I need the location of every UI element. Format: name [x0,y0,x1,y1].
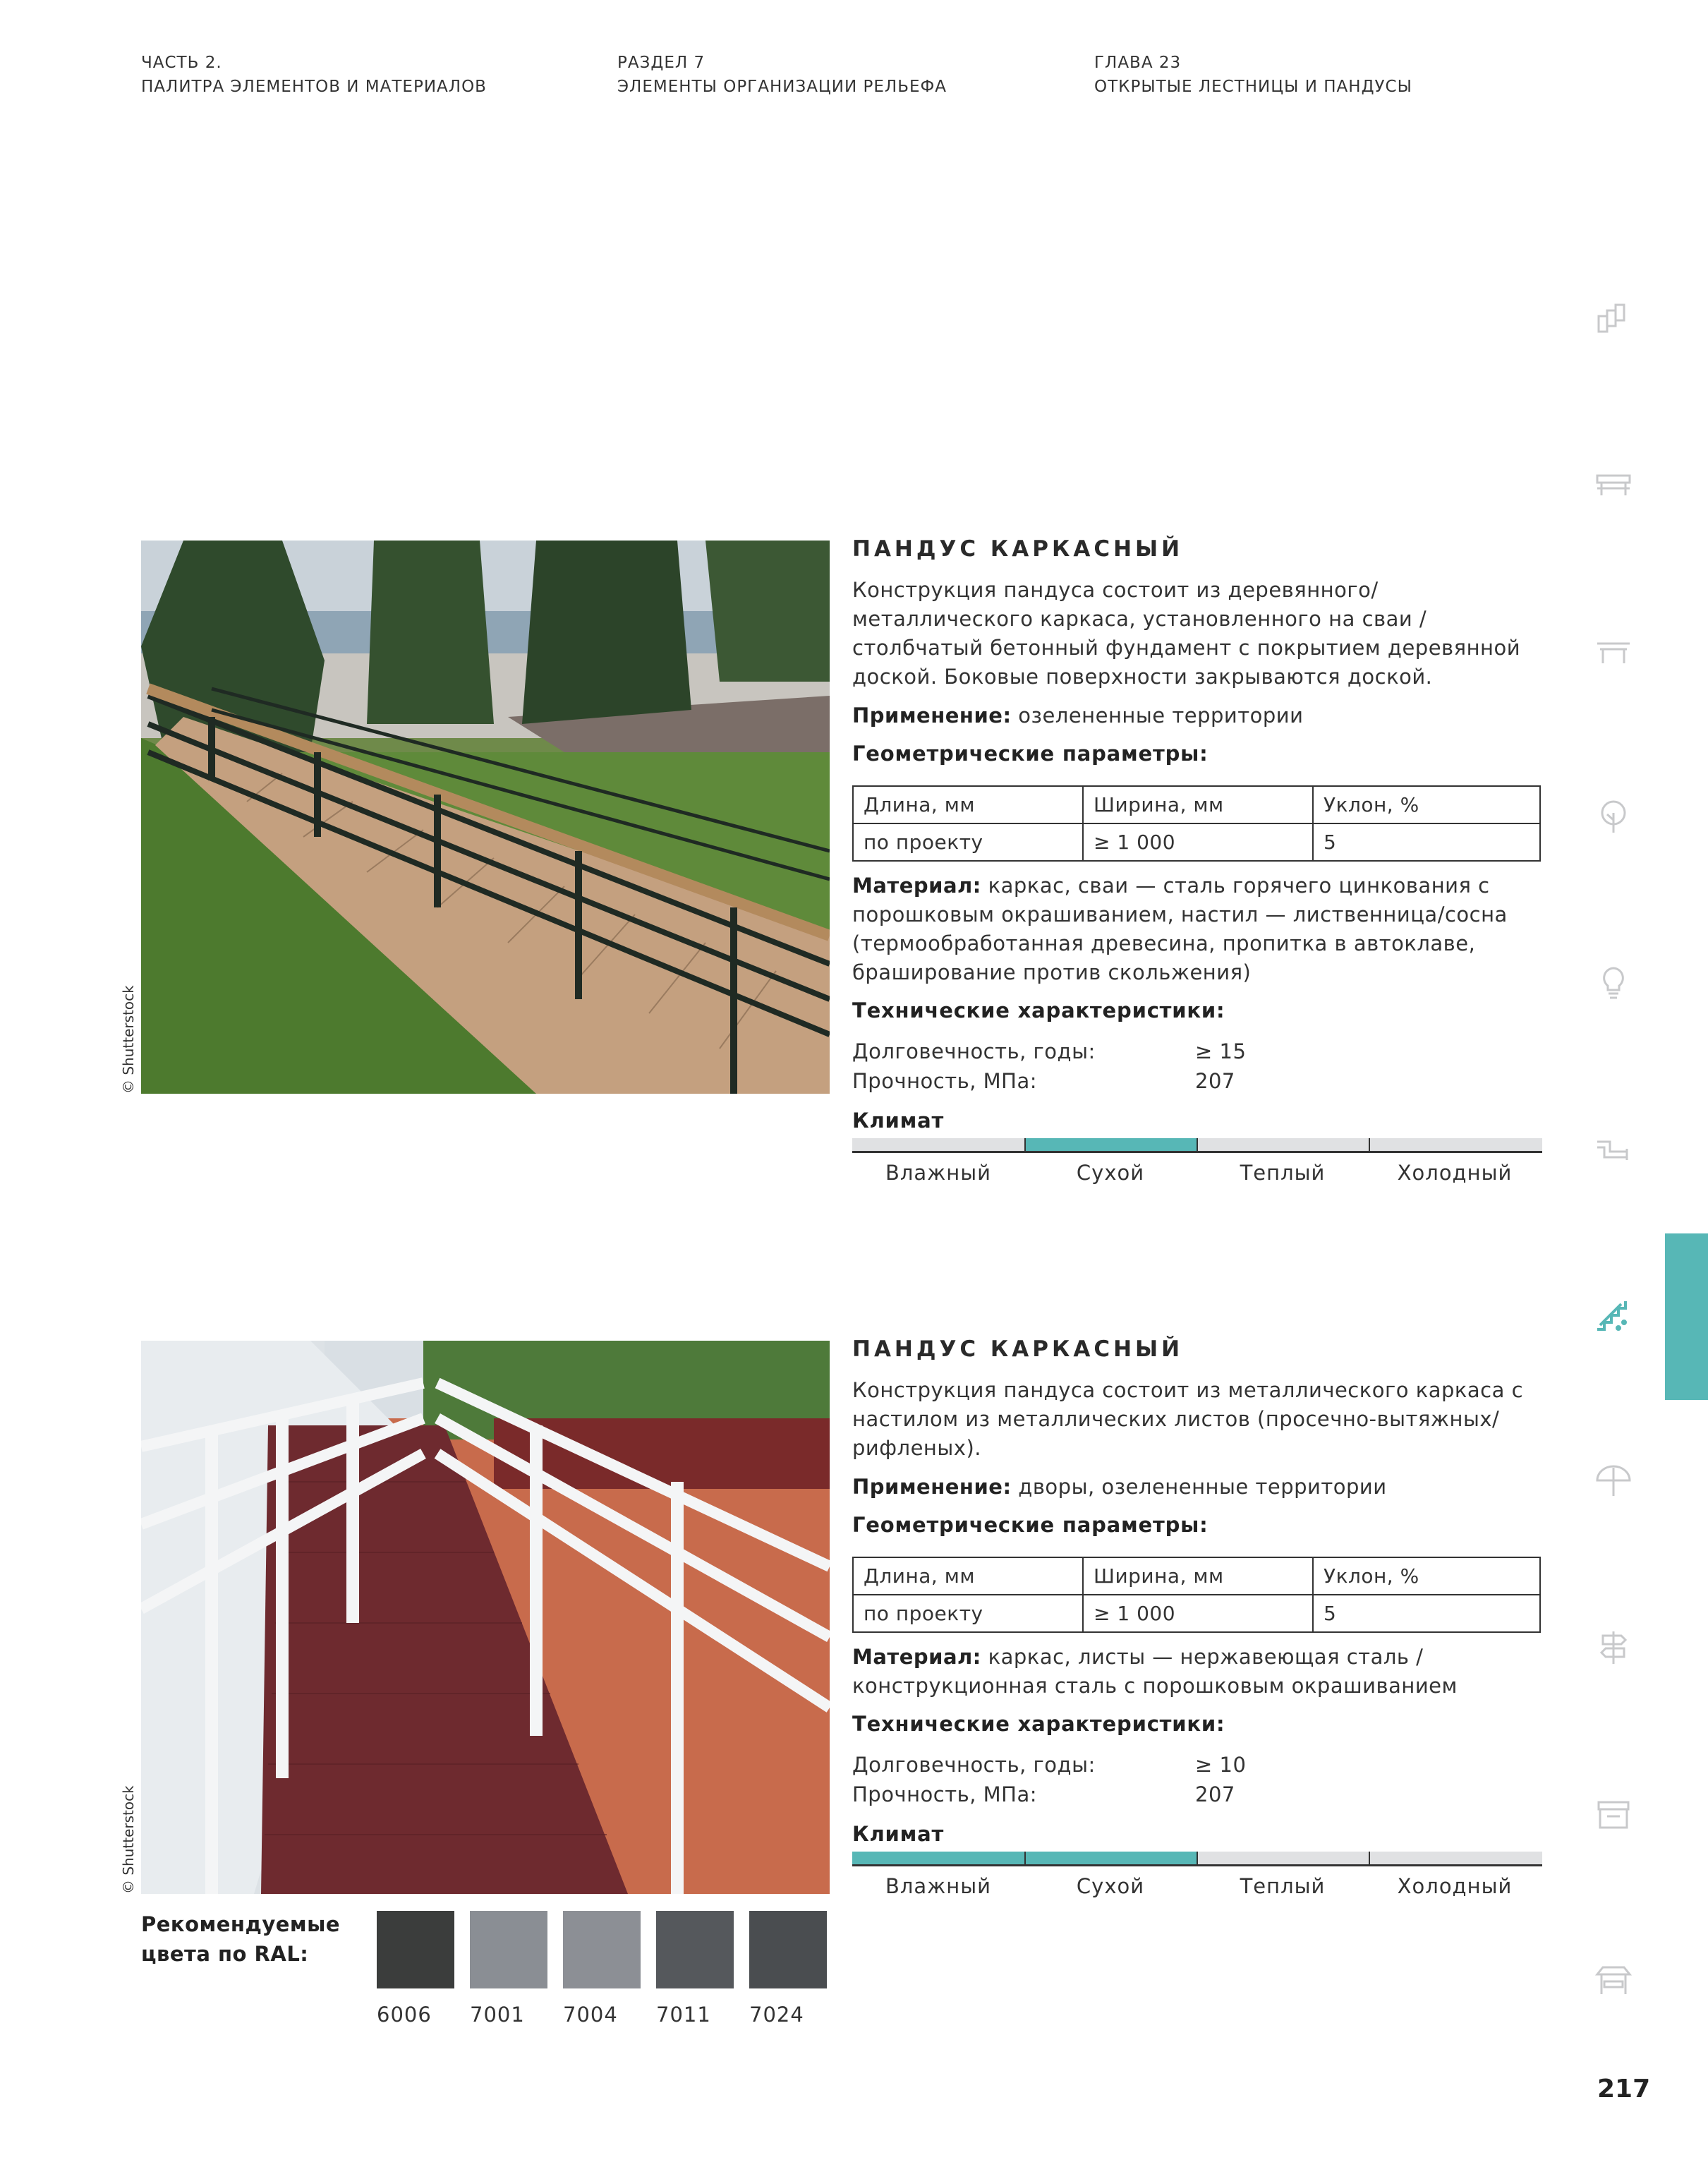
material-label: Материал: [852,1645,981,1669]
table-header-cell: Длина, мм [853,1557,1083,1595]
table-row [853,823,1540,861]
durability-value: ≥ 15 [1195,1039,1247,1063]
section-title: ПАНДУС КАРКАСНЫЙ [852,536,1184,562]
tech-label: Технические характеристики: [852,998,1225,1022]
material-value: каркас, листы — нержавеющая сталь / конструкционная сталь с порошковым окрашиванием [852,1645,1458,1698]
buildings-icon[interactable] [1594,301,1633,339]
geometry-table [852,1557,1541,1633]
section-description: Конструкция пандуса состоит из металлического каркаса с настилом из металлических листов (просечно-вытяжных/рифленых). [852,1378,1524,1460]
ral-code: 7024 [749,2003,804,2027]
climate-label: Климат [852,1109,945,1133]
ral-code: 7001 [470,2003,525,2027]
table-cell: по проекту [853,1595,1083,1632]
section-description: Конструкция пандуса состоит из деревянного/металлического каркаса, установленного на сваи / столбчатый бетонный фундамент с покрытием деревянной доской. Боковые поверхности закрываются доской. [852,578,1521,689]
page-number: 217 [1597,2075,1651,2103]
table-cell: 5 [1313,823,1540,861]
ral-label-line2: цвета по RAL: [141,1942,309,1966]
strength-label: Прочность, МПа: [852,1069,1038,1093]
shelter-icon[interactable] [1594,1962,1633,2000]
table-header-cell: Ширина, мм [1083,786,1313,823]
table-header-row [853,1557,1540,1595]
kiosk-icon[interactable] [1594,1795,1633,1833]
tech-specs [852,1037,1541,1096]
tree-icon[interactable] [1594,797,1633,835]
climate-label-dry: Сухой [1076,1874,1145,1898]
durability-label: Долговечность, годы: [852,1039,1096,1063]
strength-value: 207 [1195,1069,1235,1093]
signpost-icon[interactable] [1594,1629,1633,1667]
climate-label-cold: Холодный [1397,1161,1513,1185]
table-cell: 5 [1313,1595,1540,1632]
tech-specs [852,1750,1541,1809]
durability-value: ≥ 10 [1195,1753,1247,1777]
strength-value: 207 [1195,1782,1235,1806]
bench-icon[interactable] [1594,466,1633,504]
climate-label-cold: Холодный [1397,1874,1513,1898]
climate-segment-humid [852,1138,1024,1153]
tech-label: Технические характеристики: [852,1712,1225,1736]
application-line [852,1473,1541,1502]
table-cell: по проекту [853,823,1083,861]
header-section-title: ЭЛЕМЕНТЫ ОРГАНИЗАЦИИ РЕЛЬЕФА [617,78,947,96]
strength-label: Прочность, МПа: [852,1782,1038,1806]
section-title: ПАНДУС КАРКАСНЫЙ [852,1336,1184,1362]
geometry-label: Геометрические параметры: [852,1513,1209,1537]
durability-label: Долговечность, годы: [852,1753,1096,1777]
ral-swatch [656,1911,734,1988]
table-header-cell: Уклон, % [1313,1557,1540,1595]
ral-label [141,1909,340,1969]
pipes-icon[interactable] [1594,1132,1633,1170]
climate-labels [852,1874,1541,1902]
ral-swatch [377,1911,454,1988]
climate-label-warm: Теплый [1240,1874,1326,1898]
photo-metal-ramp [141,1341,830,1894]
application-value: дворы, озелененные территории [1011,1475,1387,1499]
ral-code: 6006 [377,2003,432,2027]
application-line [852,701,1541,730]
section-ramp-wooden [852,536,1541,1189]
climate-segment-cold [1369,1852,1542,1866]
section-ramp-metal [852,1336,1541,1902]
material-line [852,871,1541,987]
climate-label-humid: Влажный [885,1161,992,1185]
table-header-cell: Длина, мм [853,786,1083,823]
ral-swatch [563,1911,641,1988]
climate-label: Климат [852,1822,945,1846]
table-cell: ≥ 1 000 [1083,1595,1313,1632]
header-chapter-number: ГЛАВА 23 [1094,54,1182,72]
ral-swatch [470,1911,547,1988]
table-header-row [853,786,1540,823]
ral-code: 7011 [656,2003,711,2027]
material-line [852,1643,1541,1701]
material-label: Материал: [852,874,981,898]
climate-segment-humid [852,1852,1024,1866]
application-label: Применение: [852,704,1012,728]
photo-wooden-ramp [141,541,830,1094]
geometry-label: Геометрические параметры: [852,742,1209,766]
current-chapter-tab[interactable] [1665,1233,1708,1400]
header-part [141,51,487,99]
climate-segment-dry [1024,1852,1198,1866]
climate-segment-warm [1197,1138,1370,1153]
geometry-table [852,785,1541,862]
climate-bar [852,1852,1541,1867]
material-value: каркас, сваи — сталь горячего цинкования с порошковым окрашиванием, настил — лиственница/сосна (термообработанная древесина, пропитка в автоклаве, браширование против скольжения) [852,874,1508,984]
climate-label-humid: Влажный [885,1874,992,1898]
header-section-number: РАЗДЕЛ 7 [617,54,705,72]
climate-segment-warm [1197,1852,1370,1866]
table-header-cell: Ширина, мм [1083,1557,1313,1595]
header-part-title: ПАЛИТРА ЭЛЕМЕНТОВ И МАТЕРИАЛОВ [141,78,487,96]
lightbulb-icon[interactable] [1594,964,1633,1002]
application-value: озелененные территории [1011,704,1304,728]
climate-label-warm: Теплый [1240,1161,1326,1185]
climate-label-dry: Сухой [1076,1161,1145,1185]
application-label: Применение: [852,1475,1012,1499]
ral-swatch [749,1911,827,1988]
table-row [853,1595,1540,1632]
table-cell: ≥ 1 000 [1083,823,1313,861]
header-chapter [1094,51,1412,99]
ral-code: 7004 [563,2003,618,2027]
climate-bar [852,1138,1541,1154]
climate-segment-cold [1369,1138,1542,1153]
stairs-icon[interactable] [1594,1297,1633,1335]
header-section [617,51,947,99]
table-header-cell: Уклон, % [1313,786,1540,823]
header-part-number: ЧАСТЬ 2. [141,54,222,72]
climate-labels [852,1161,1541,1189]
table-icon[interactable] [1594,632,1633,670]
climate-segment-dry [1024,1138,1198,1153]
photo-credit-2: © Shutterstock [120,1785,137,1894]
header-chapter-title: ОТКРЫТЫЕ ЛЕСТНИЦЫ И ПАНДУСЫ [1094,78,1412,96]
ral-label-line1: Рекомендуемые [141,1912,341,1936]
photo-credit-1: © Shutterstock [120,985,137,1094]
umbrella-icon[interactable] [1594,1462,1633,1500]
